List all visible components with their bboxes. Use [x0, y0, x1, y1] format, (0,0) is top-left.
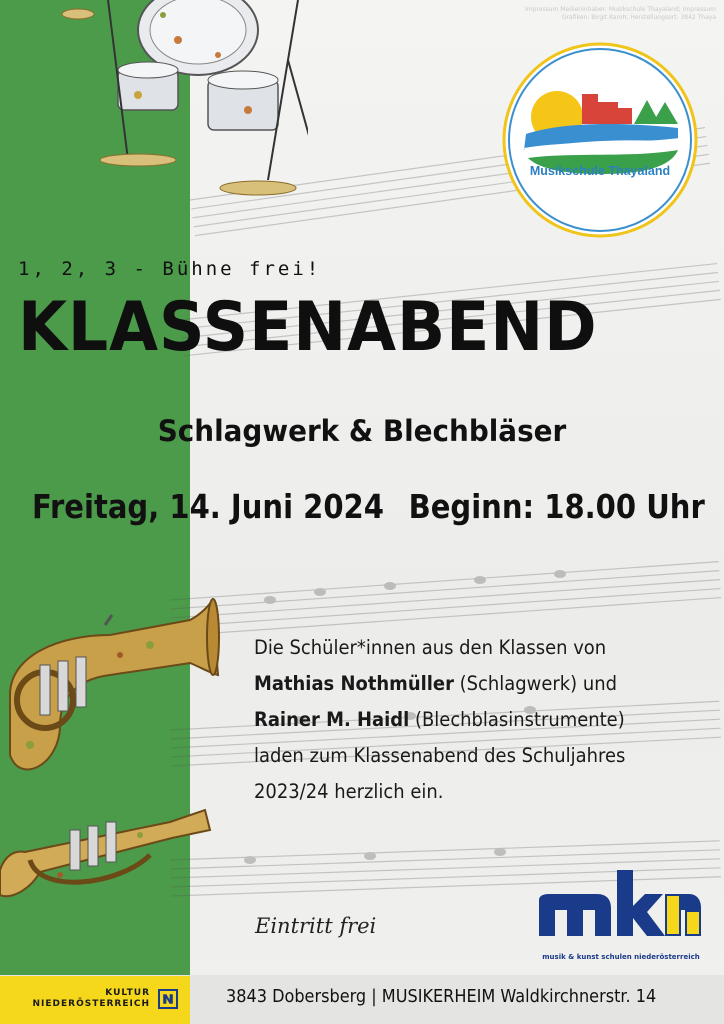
musikschule-thayaland-logo: [502, 42, 698, 238]
n-icon: [158, 989, 178, 1009]
teacher-1-subject: (Schlagwerk) und: [459, 672, 617, 695]
kultur-logo-line-2: NIEDERÖSTERREICH: [32, 999, 150, 1009]
kultur-logo-text: [33, 988, 151, 1010]
kultur-niederoesterreich-logo: [0, 976, 190, 1024]
mkn-logo: [537, 866, 703, 962]
teacher-2-subject: (Blechblasinstrumente): [414, 708, 625, 731]
page-title: KLASSENABEND: [18, 288, 598, 367]
impressum: Impressum Medieninhaber: Musikschule Thayaland; Impressum Grafiken: Birgit Karoh; Herstellungsort: 3842 Thaya: [525, 6, 716, 21]
thayaland-logo-text: Musikschule Thayaland: [529, 164, 671, 178]
teacher-1-name: Mathias Nothmüller: [254, 672, 454, 695]
admission-note: Eintritt frei: [255, 914, 377, 938]
invitation-line-1: Die Schüler*innen aus den Klassen von: [254, 636, 607, 659]
event-date: Freitag, 14. Juni 2024: [32, 487, 384, 526]
trumpet-illustration: [0, 800, 215, 920]
invitation-line-3: [254, 702, 659, 738]
teacher-2-name: Rainer M. Haidl: [254, 708, 410, 731]
invitation-line-4: laden zum Klassenabend des Schuljahres: [254, 744, 626, 767]
drum-kit-illustration: [48, 0, 308, 205]
mkn-logo-caption: musik & kunst schulen niederösterreich: [542, 953, 700, 961]
invitation-text: [254, 630, 659, 810]
tagline: 1, 2, 3 - Bühne frei!: [18, 258, 322, 280]
subtitle: Schlagwerk & Blechbläser: [157, 414, 567, 448]
kultur-logo-line-1: KULTUR: [105, 988, 150, 998]
tenor-horn-illustration: [0, 595, 220, 795]
invitation-line-5: 2023/24 herzlich ein.: [254, 780, 444, 803]
venue-address: 3843 Dobersberg | MUSIKERHEIM Waldkirchnerstr. 14: [226, 987, 657, 1007]
invitation-line-2: [254, 666, 659, 702]
start-time: Beginn: 18.00 Uhr: [408, 487, 705, 526]
date-line: [32, 487, 705, 526]
